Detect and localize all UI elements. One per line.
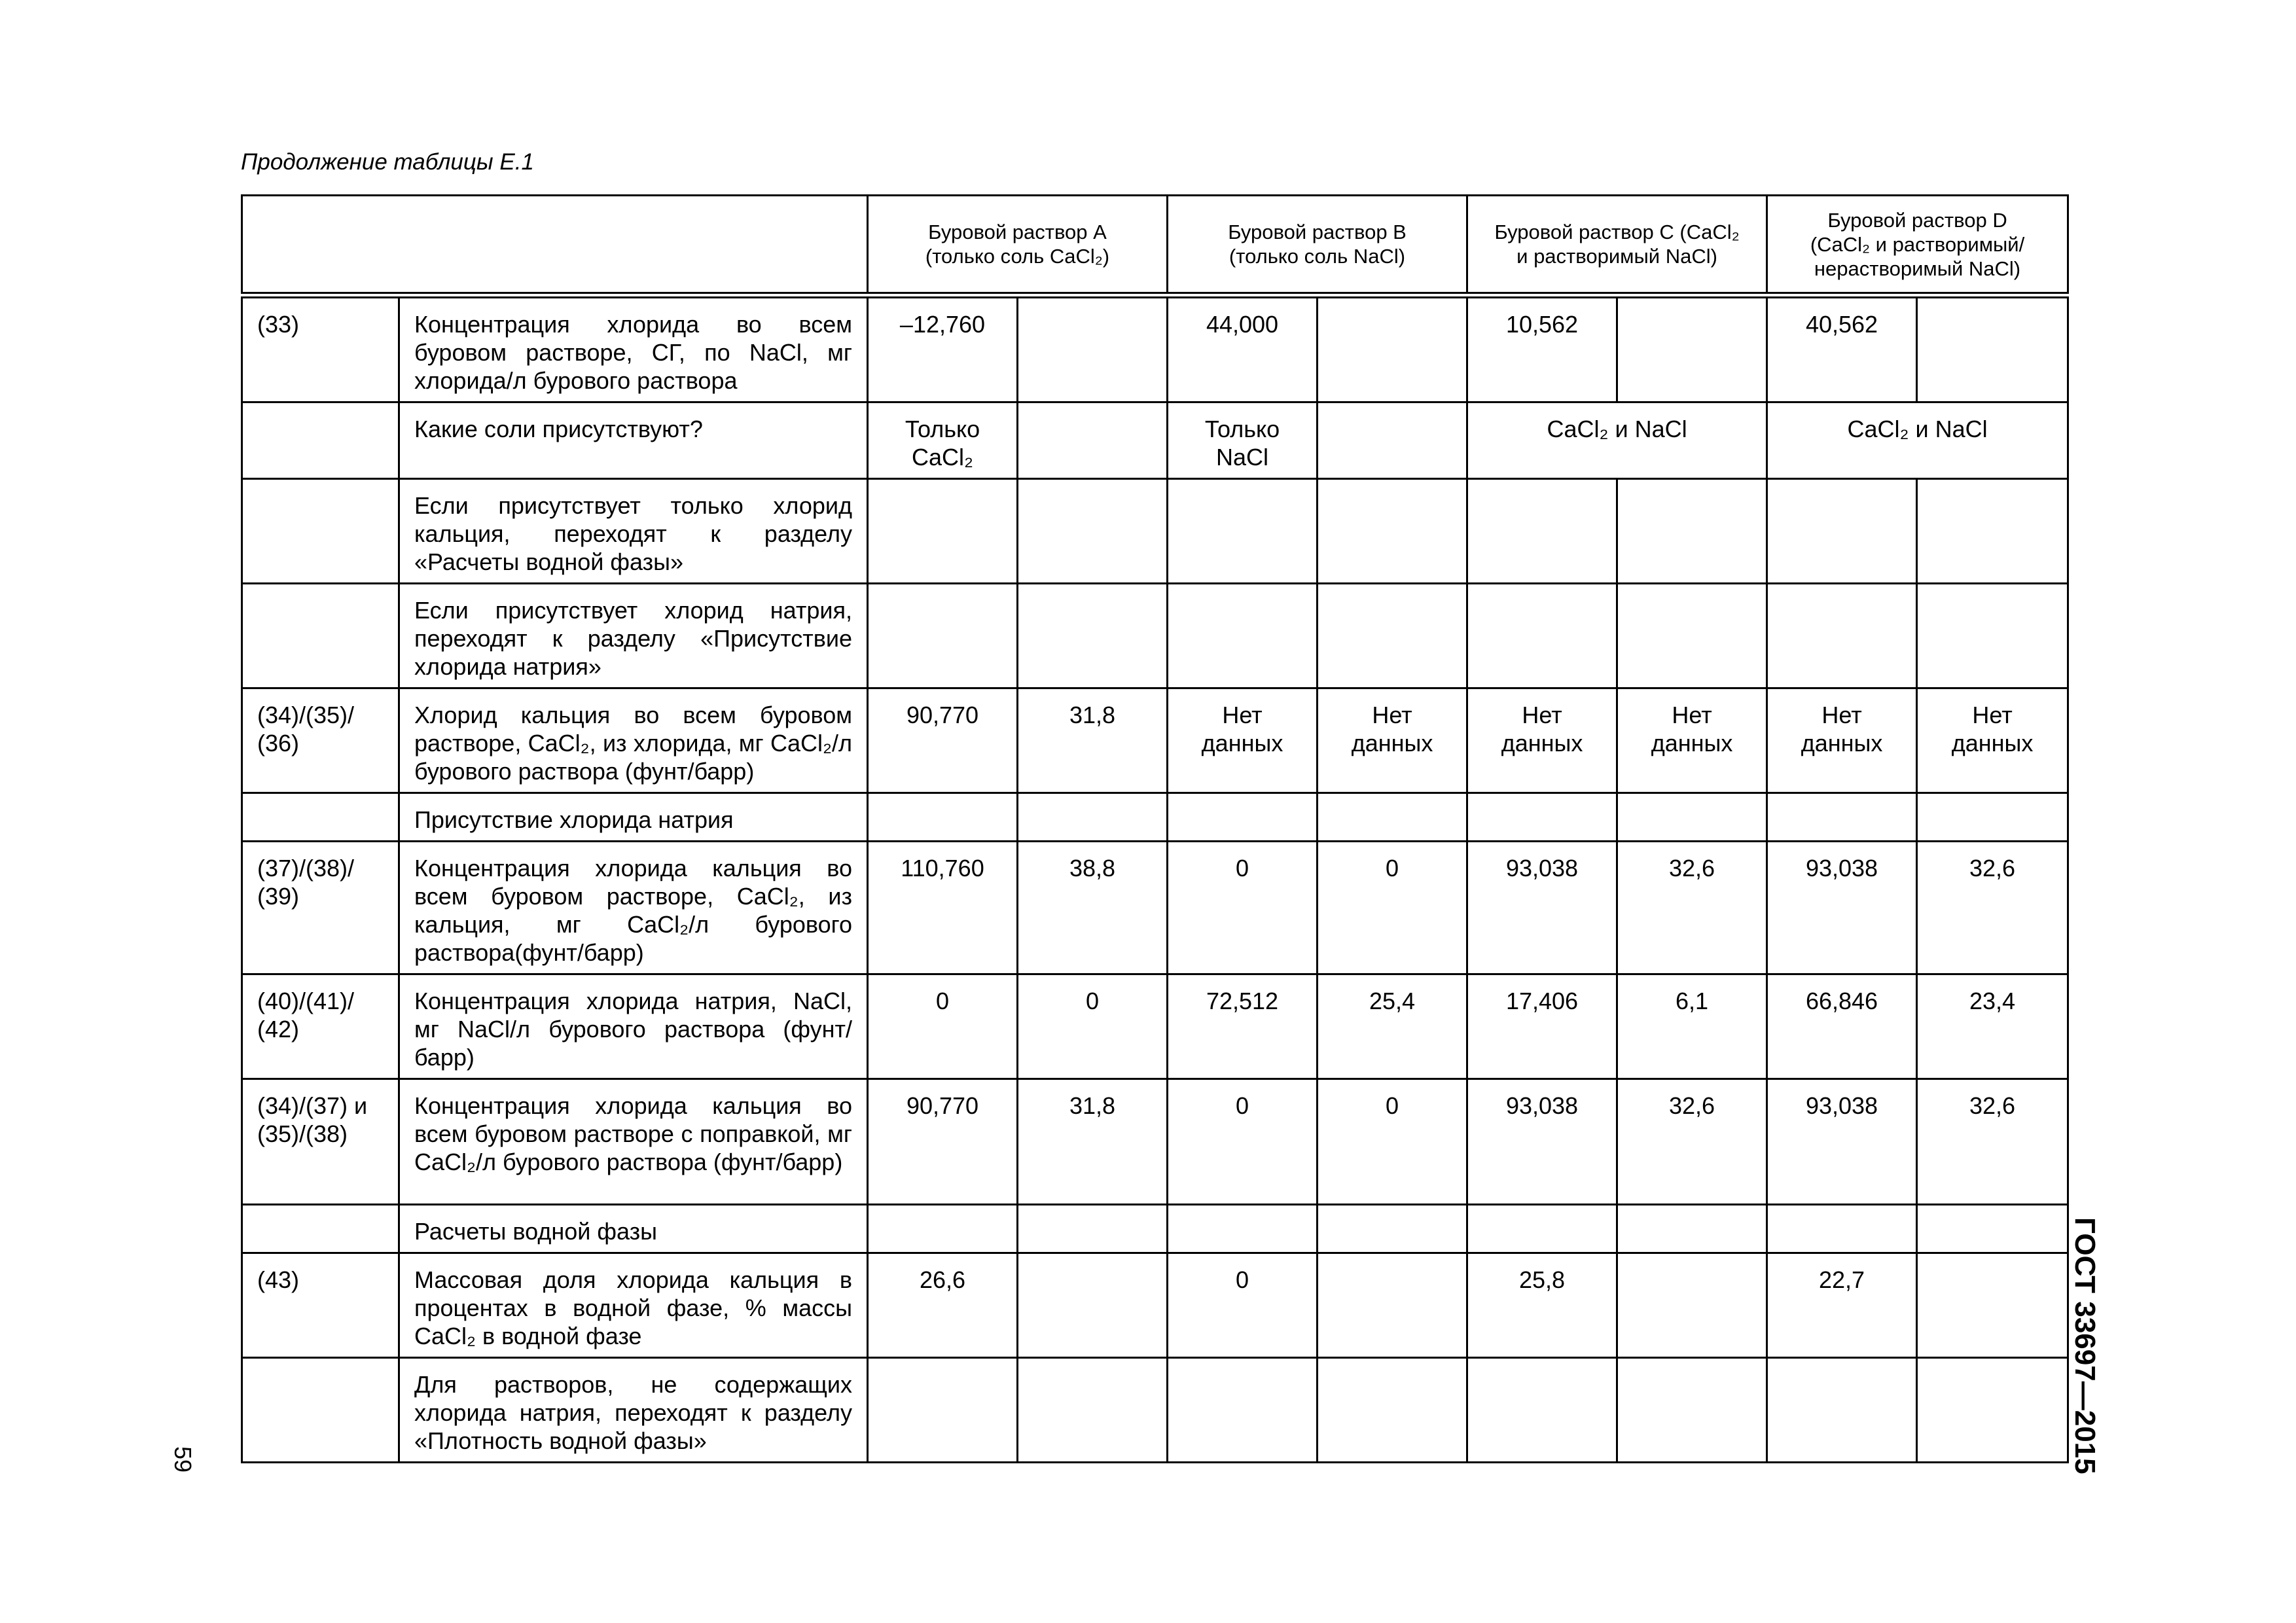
table-row — [242, 793, 2068, 842]
value-cell — [1018, 1205, 1168, 1253]
row-number — [242, 402, 399, 479]
value-cell — [1168, 1205, 1318, 1253]
value-cell — [1917, 584, 2068, 688]
table-row — [242, 688, 2068, 793]
row-number: (43) — [242, 1253, 399, 1358]
table-row — [242, 842, 2068, 974]
row-number — [242, 793, 399, 842]
table-row — [242, 1079, 2068, 1205]
value-cell — [1018, 793, 1168, 842]
header-row — [242, 196, 2068, 296]
value-cell: 25,4 — [1318, 974, 1467, 1079]
value-cell — [868, 479, 1018, 584]
salt-cell: Только CaCl₂ — [868, 402, 1018, 479]
value-cell: 0 — [1168, 1079, 1318, 1205]
table-row — [242, 1358, 2068, 1463]
row-description: Массовая доля хлорида кальция в процентах в водной фазе, % массы CaCl₂ в водной фазе — [399, 1253, 868, 1358]
row-description: Концентрация хлорида кальция во всем буровом растворе, CaCl₂, из кальция, мг CaCl₂/л бурового раствора(фунт/барр) — [399, 842, 868, 974]
value-cell: Нет данных — [1467, 688, 1617, 793]
header-mud-b-line1: Буровой раствор B — [1228, 221, 1407, 243]
value-cell: 0 — [1318, 1079, 1467, 1205]
row-number: (33) — [242, 295, 399, 402]
value-cell: 110,760 — [868, 842, 1018, 974]
value-cell — [1467, 584, 1617, 688]
value-cell: 22,7 — [1767, 1253, 1917, 1358]
value-cell — [1018, 1253, 1168, 1358]
value-cell: 17,406 — [1467, 974, 1617, 1079]
value-cell — [1917, 479, 2068, 584]
value-cell — [1617, 793, 1767, 842]
value-cell — [1168, 1358, 1318, 1463]
value-cell: Нет данных — [1318, 688, 1467, 793]
header-mud-b — [1168, 196, 1467, 296]
row-number: (34)/(37) и (35)/(38) — [242, 1079, 399, 1205]
row-number — [242, 1358, 399, 1463]
value-cell: Нет данных — [1168, 688, 1318, 793]
value-cell — [1467, 793, 1617, 842]
row-number — [242, 584, 399, 688]
value-cell: 38,8 — [1018, 842, 1168, 974]
value-cell — [1917, 1253, 2068, 1358]
value-cell — [868, 1205, 1018, 1253]
table-row — [242, 584, 2068, 688]
row-description: Присутствие хлорида натрия — [399, 793, 868, 842]
value-cell: 0 — [1168, 1253, 1318, 1358]
row-description: Хлорид кальция во всем буровом растворе, CaCl₂, из хлорида, мг CaCl₂/л бурового раствора (фунт/барр) — [399, 688, 868, 793]
header-mud-a — [868, 196, 1168, 296]
value-cell — [868, 1358, 1018, 1463]
value-cell — [1018, 402, 1168, 479]
salt-cell: CaCl₂ и NaCl — [1467, 402, 1767, 479]
value-cell — [1318, 402, 1467, 479]
value-cell — [1767, 793, 1917, 842]
row-number: (34)/(35)/ (36) — [242, 688, 399, 793]
salt-cell: Только NaCl — [1168, 402, 1318, 479]
row-number — [242, 479, 399, 584]
value-cell: 32,6 — [1917, 842, 2068, 974]
value-cell — [1617, 1205, 1767, 1253]
header-mud-c-line1: Буровой раствор C (CaCl₂ — [1494, 221, 1740, 243]
row-description: Расчеты водной фазы — [399, 1205, 868, 1253]
salt-cell: CaCl₂ и NaCl — [1767, 402, 2068, 479]
value-cell — [1917, 1358, 2068, 1463]
row-description: Для растворов, не содержащих хлорида натрия, переходят к разделу «Плотность водной фазы» — [399, 1358, 868, 1463]
value-cell: 40,562 — [1767, 295, 1917, 402]
value-cell — [1318, 584, 1467, 688]
value-cell: 93,038 — [1767, 842, 1917, 974]
value-cell: Нет данных — [1767, 688, 1917, 793]
row-description: Концентрация хлорида натрия, NaCl, мг NaCl/л бурового раствора (фунт/барр) — [399, 974, 868, 1079]
value-cell: Нет данных — [1917, 688, 2068, 793]
value-cell — [1917, 1205, 2068, 1253]
header-mud-c-line2: и растворимый NaCl) — [1516, 245, 1717, 268]
value-cell — [1767, 584, 1917, 688]
table-row — [242, 402, 2068, 479]
header-mud-a-line1: Буровой раствор A — [928, 221, 1107, 243]
table-row — [242, 1253, 2068, 1358]
value-cell: 90,770 — [868, 1079, 1018, 1205]
value-cell: 10,562 — [1467, 295, 1617, 402]
value-cell: 0 — [868, 974, 1018, 1079]
value-cell — [1617, 479, 1767, 584]
table-row — [242, 479, 2068, 584]
value-cell — [1467, 479, 1617, 584]
value-cell: 32,6 — [1917, 1079, 2068, 1205]
value-cell: 44,000 — [1168, 295, 1318, 402]
value-cell — [1917, 295, 2068, 402]
header-mud-d-line3: нерастворимый NaCl) — [1814, 257, 2021, 280]
row-number — [242, 1205, 399, 1253]
value-cell — [1018, 295, 1168, 402]
value-cell: 0 — [1318, 842, 1467, 974]
value-cell — [1767, 1358, 1917, 1463]
data-table — [241, 194, 2069, 1463]
page-number: 59 — [170, 1446, 196, 1473]
value-cell — [1917, 793, 2068, 842]
value-cell: 31,8 — [1018, 688, 1168, 793]
value-cell — [1168, 584, 1318, 688]
value-cell: 23,4 — [1917, 974, 2068, 1079]
value-cell: 6,1 — [1617, 974, 1767, 1079]
header-mud-b-line2: (только соль NaCl) — [1229, 245, 1406, 268]
table-row — [242, 1205, 2068, 1253]
header-mud-c — [1467, 196, 1767, 296]
value-cell — [1318, 295, 1467, 402]
header-mud-d-line2: (CaCl₂ и растворимый/ — [1810, 232, 2025, 256]
value-cell: 93,038 — [1467, 842, 1617, 974]
value-cell — [1318, 1205, 1467, 1253]
value-cell: 31,8 — [1018, 1079, 1168, 1205]
value-cell: –12,760 — [868, 295, 1018, 402]
value-cell — [1617, 1253, 1767, 1358]
table-row — [242, 974, 2068, 1079]
value-cell — [1168, 793, 1318, 842]
value-cell — [1617, 1358, 1767, 1463]
value-cell: 25,8 — [1467, 1253, 1617, 1358]
value-cell — [868, 584, 1018, 688]
value-cell: 0 — [1168, 842, 1318, 974]
value-cell: 93,038 — [1467, 1079, 1617, 1205]
value-cell — [1617, 295, 1767, 402]
value-cell — [1767, 479, 1917, 584]
value-cell: Нет данных — [1617, 688, 1767, 793]
value-cell — [1318, 1358, 1467, 1463]
header-empty-cell — [242, 196, 868, 296]
value-cell: 72,512 — [1168, 974, 1318, 1079]
row-description: Какие соли присутствуют? — [399, 402, 868, 479]
row-description: Если присутствует хлорид натрия, переходят к разделу «Присутствие хлорида натрия» — [399, 584, 868, 688]
value-cell: 26,6 — [868, 1253, 1018, 1358]
value-cell — [1617, 584, 1767, 688]
value-cell — [1467, 1358, 1617, 1463]
table-row — [242, 295, 2068, 402]
value-cell — [1318, 479, 1467, 584]
row-description: Концентрация хлорида кальция во всем буровом растворе с поправкой, мг CaCl₂/л бурового раствора (фунт/барр) — [399, 1079, 868, 1205]
value-cell: 66,846 — [1767, 974, 1917, 1079]
value-cell: 0 — [1018, 974, 1168, 1079]
row-description: Концентрация хлорида во всем буровом растворе, СГ, по NaCl, мг хлорида/л бурового раствора — [399, 295, 868, 402]
row-number: (37)/(38)/ (39) — [242, 842, 399, 974]
header-mud-a-line2: (только соль CaCl₂) — [925, 245, 1110, 268]
value-cell — [868, 793, 1018, 842]
value-cell: 32,6 — [1617, 1079, 1767, 1205]
value-cell — [1168, 479, 1318, 584]
value-cell — [1318, 1253, 1467, 1358]
row-description: Если присутствует только хлорид кальция, переходят к разделу «Расчеты водной фазы» — [399, 479, 868, 584]
row-number: (40)/(41)/ (42) — [242, 974, 399, 1079]
value-cell — [1018, 1358, 1168, 1463]
value-cell — [1018, 584, 1168, 688]
value-cell — [1467, 1205, 1617, 1253]
value-cell — [1318, 793, 1467, 842]
value-cell — [1767, 1205, 1917, 1253]
header-mud-d-line1: Буровой раствор D — [1827, 208, 2007, 232]
value-cell: 32,6 — [1617, 842, 1767, 974]
header-mud-d — [1767, 196, 2068, 296]
table-caption: Продолжение таблицы Е.1 — [241, 149, 534, 175]
value-cell: 90,770 — [868, 688, 1018, 793]
value-cell — [1018, 479, 1168, 584]
value-cell: 93,038 — [1767, 1079, 1917, 1205]
standard-designation: ГОСТ 33697—2015 — [2069, 1217, 2101, 1474]
